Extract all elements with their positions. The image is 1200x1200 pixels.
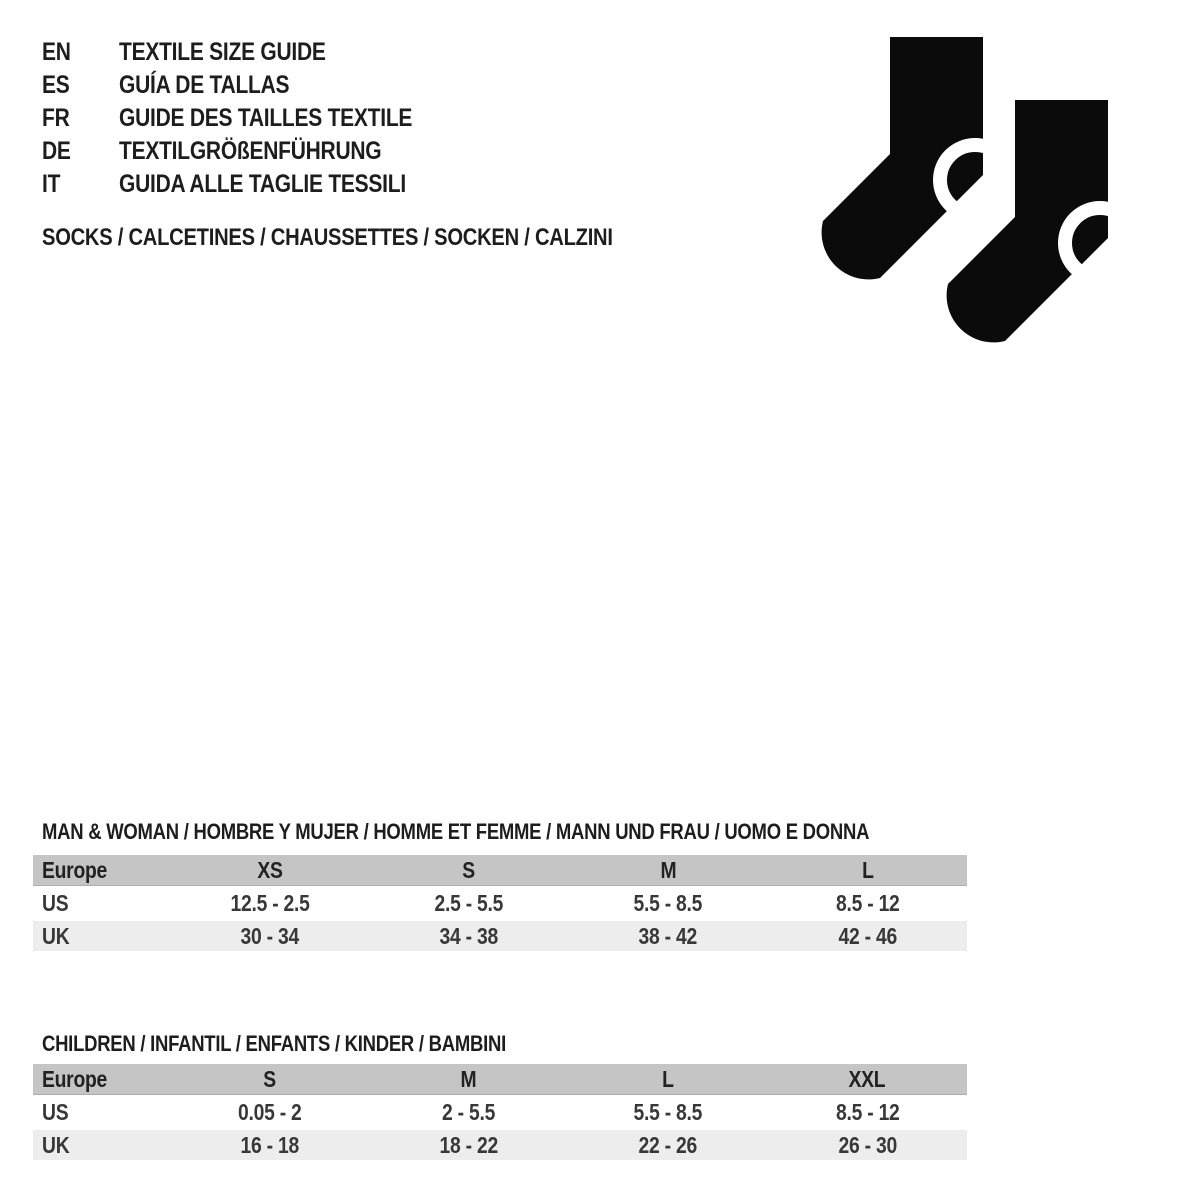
size-value: 2.5 - 5.5 [434,889,504,916]
row-label: US [42,889,69,916]
table-header-row [33,1064,967,1094]
guide-title-en: TEXTILE SIZE GUIDE [119,38,326,66]
table-row-us [33,1097,967,1127]
size-value: 38 - 42 [638,922,698,949]
size-table-man-woman [33,855,967,954]
size-value: 26 - 30 [838,1131,897,1158]
column-header-size: S [462,856,476,883]
column-header-size: L [861,856,874,883]
column-header-region: Europe [42,856,108,883]
sock-glyph [822,37,1010,279]
column-header-size: XS [256,856,283,883]
size-value: 5.5 - 8.5 [633,889,703,916]
guide-title-es: GUÍA DE TALLAS [119,71,290,99]
guide-title-it: GUIDA ALLE TAGLIE TESSILI [119,170,406,198]
column-header-size: M [660,856,677,883]
size-value: 0.05 - 2 [237,1098,302,1125]
table-header-row [33,855,967,885]
size-value: 8.5 - 12 [835,1098,900,1125]
guide-title-de: TEXTILGRÖßENFÜHRUNG [119,137,382,165]
table-row-uk [33,921,967,951]
language-row-de [42,135,468,168]
size-value: 16 - 18 [240,1131,299,1158]
language-row-es [42,69,468,102]
language-code: ES [42,71,70,99]
table-row-uk [33,1130,967,1160]
size-value: 34 - 38 [439,922,499,949]
size-table-children [33,1064,967,1163]
language-title-list [42,36,468,201]
table-row-us [33,888,967,918]
language-row-en [42,36,468,69]
guide-title-fr: GUIDE DES TAILLES TEXTILE [119,104,413,132]
size-value: 8.5 - 12 [835,889,900,916]
column-header-size: M [460,1065,477,1092]
size-value: 22 - 26 [638,1131,698,1158]
language-code: FR [42,104,70,132]
row-label: UK [42,1131,70,1158]
size-value: 12.5 - 2.5 [230,889,310,916]
size-value: 5.5 - 8.5 [633,1098,703,1125]
column-header-size: S [263,1065,276,1092]
size-value: 30 - 34 [240,922,299,949]
column-header-region: Europe [42,1065,108,1092]
product-category-line: SOCKS / CALCETINES / CHAUSSETTES / SOCKEN / CALZINI [42,224,613,251]
socks-icon [810,30,1120,360]
column-header-size: XXL [848,1065,886,1092]
language-row-it [42,168,468,201]
language-row-fr [42,102,468,135]
table-title-man-woman: MAN & WOMAN / HOMBRE Y MUJER / HOMME ET FEMME / MANN UND FRAU / UOMO E DONNA [42,819,870,844]
size-value: 18 - 22 [439,1131,499,1158]
column-header-size: L [662,1065,674,1092]
language-code: EN [42,38,71,66]
row-label: US [42,1098,69,1125]
size-value: 2 - 5.5 [442,1098,496,1125]
language-code: DE [42,137,71,165]
table-title-children: CHILDREN / INFANTIL / ENFANTS / KINDER / BAMBINI [42,1031,506,1056]
size-value: 42 - 46 [838,922,897,949]
row-label: UK [42,922,70,949]
language-code: IT [42,170,61,198]
